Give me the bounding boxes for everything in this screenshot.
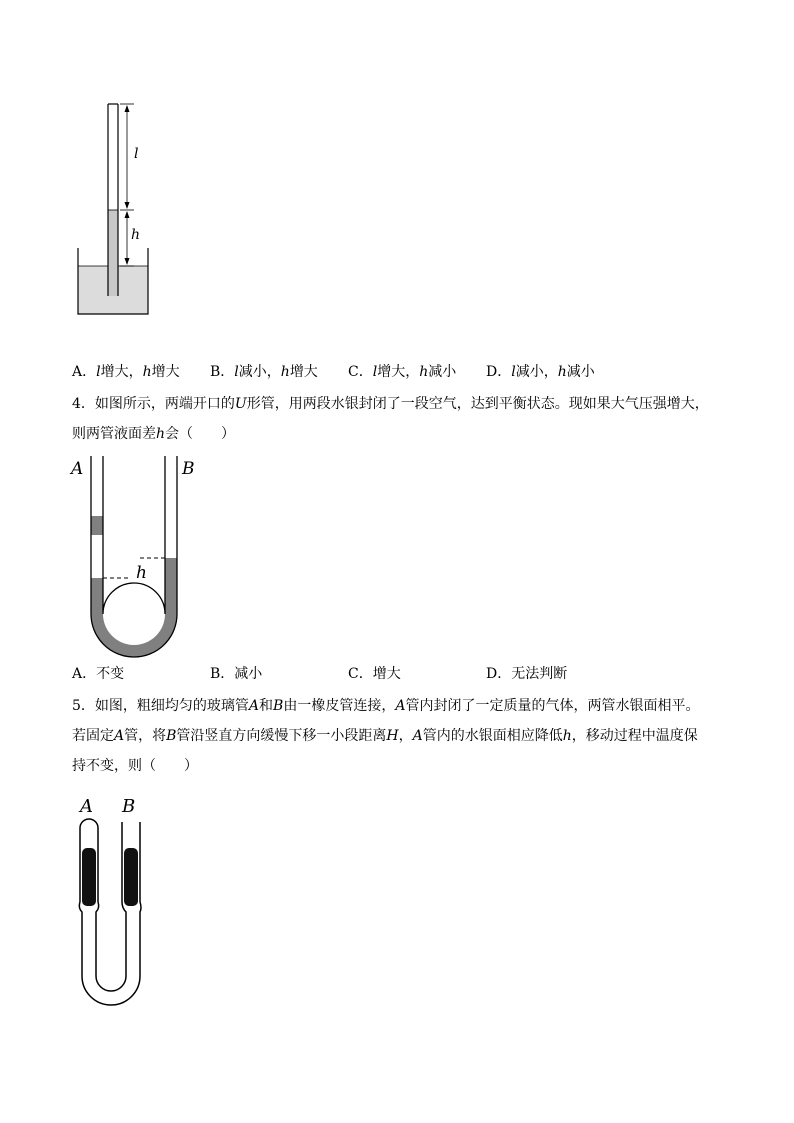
- mercury-a: [82, 848, 96, 906]
- figure-u-tube: [66, 452, 206, 664]
- arrow-head: [125, 258, 130, 265]
- q4-option-d[interactable]: D．无法判断: [486, 666, 568, 682]
- q4-option-b[interactable]: B．减小: [210, 666, 263, 682]
- label-a: A: [71, 459, 84, 479]
- mercury-plug: [91, 516, 103, 535]
- q4-option-a[interactable]: A．不变: [72, 666, 125, 682]
- rubber-hose-inner: [96, 902, 126, 991]
- label-l: l: [134, 146, 139, 162]
- label-h: h: [131, 227, 141, 243]
- q4-stem-line-2: 则两管液面差h会（ ）: [72, 426, 236, 442]
- u-tube-inner-wall: [103, 456, 165, 614]
- arrow-head: [125, 202, 130, 209]
- q4-option-c[interactable]: C．增大: [348, 666, 401, 682]
- q4-stem-line-1: 4．如图所示，两端开口的U形管，用两段水银封闭了一段空气，达到平衡状态。现如果大气压强增大，: [72, 396, 709, 412]
- q3-option-a[interactable]: A．l增大，h增大: [72, 364, 180, 380]
- rubber-hose-outer: [79, 902, 141, 1005]
- mercury-b: [124, 848, 138, 906]
- label-h: h: [136, 563, 147, 583]
- q5-stem-line-3: 持不变，则（ ）: [72, 758, 198, 774]
- label-b: B: [182, 459, 195, 479]
- q3-option-b[interactable]: B．l减小，h增大: [210, 364, 318, 380]
- figure-connected-tubes: [70, 790, 160, 1010]
- arrow-head: [125, 211, 130, 218]
- figure-tube-in-basin: [70, 100, 160, 320]
- arrow-head: [125, 105, 130, 112]
- q5-stem-line-2: 若固定A管，将B管沿竖直方向缓慢下移一小段距离H，A管内的水银面相应降低h，移动过程中温度保: [72, 728, 698, 744]
- mercury-column: [108, 210, 118, 296]
- q3-option-c[interactable]: C．l增大，h减小: [348, 364, 457, 380]
- q3-option-d[interactable]: D．l减小，h减小: [486, 364, 595, 380]
- label-b: B: [122, 796, 136, 817]
- label-a: A: [80, 796, 93, 817]
- q5-stem-line-1: 5．如图，粗细均匀的玻璃管A和B由一橡皮管连接，A管内封闭了一定质量的气体，两管水银面相平。: [72, 698, 700, 714]
